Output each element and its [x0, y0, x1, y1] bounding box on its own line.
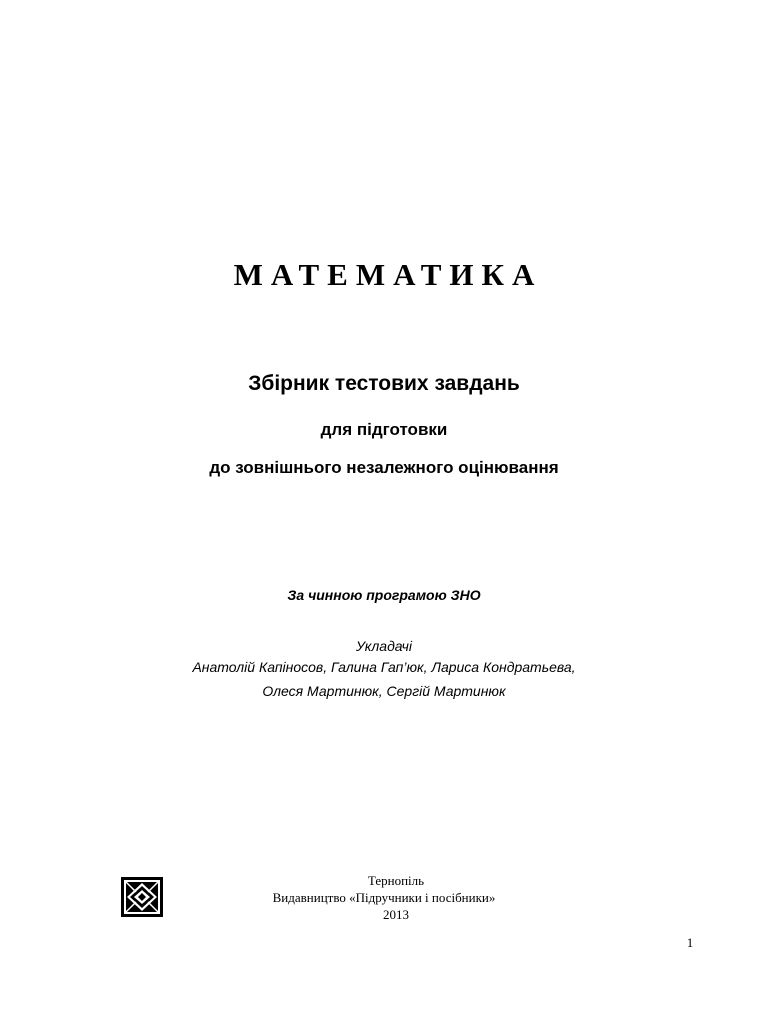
page-number: 1: [686, 935, 694, 950]
purpose-line-2: до зовнішнього незалежного оцінювання: [209, 458, 559, 477]
imprint-city: Тернопіль: [367, 873, 425, 888]
book-subtitle: Збірник тестових завдань: [248, 372, 520, 395]
authors-line-2: Олеся Мартинюк, Сергій Мартинюк: [262, 683, 506, 699]
imprint-publisher: Видавництво «Підручники і посібники»: [272, 890, 496, 905]
imprint-year: 2013: [383, 907, 409, 922]
compilers-label: Укладачі: [355, 638, 413, 654]
book-title: МАТЕМАТИКА: [233, 257, 543, 292]
program-note: За чинною програмою ЗНО: [287, 587, 481, 603]
authors-line-1: Анатолій Капіносов, Галина Гап’юк, Лариса Кондратьева,: [192, 659, 576, 675]
purpose-line-1: для підготовки: [320, 420, 448, 439]
